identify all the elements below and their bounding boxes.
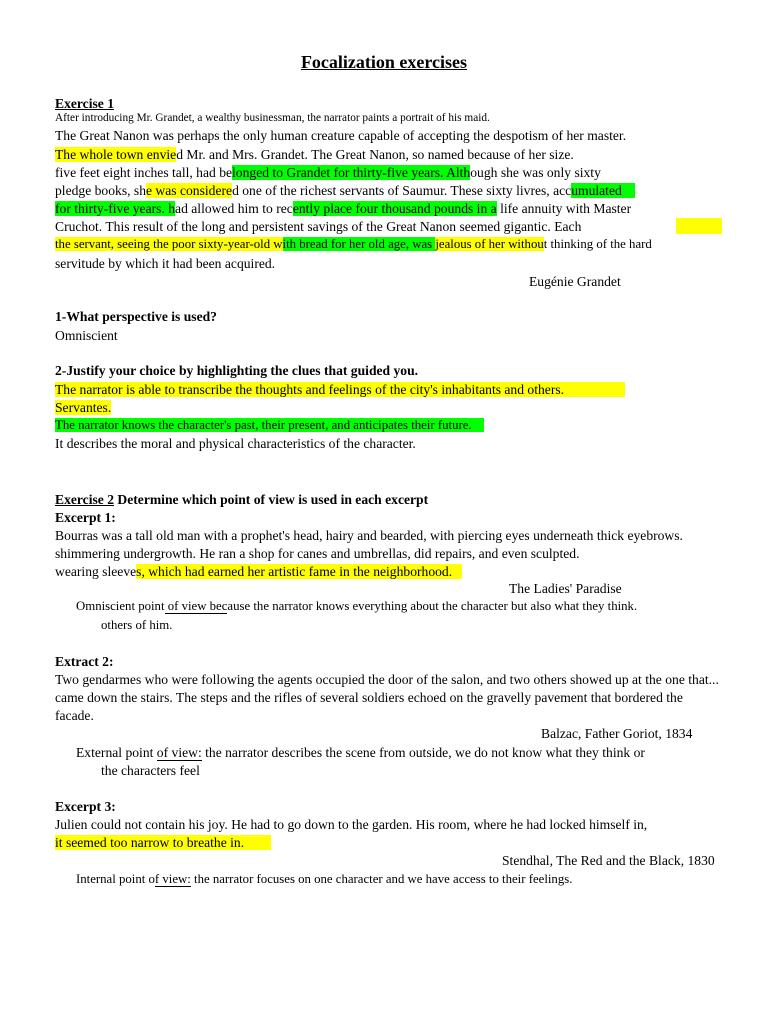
text-span: d Mr. and Mrs. Grandet. The Great Nanon, so named because of her size. bbox=[176, 147, 574, 162]
highlight-yellow-pad bbox=[244, 835, 271, 850]
text-span: five feet eight inches tall, had be bbox=[55, 165, 233, 180]
ex1-text-line-7 bbox=[55, 236, 652, 253]
excerpt-3-title: Excerpt 3: bbox=[55, 799, 116, 814]
highlight-yellow: Servantes. bbox=[55, 400, 112, 415]
excerpt-1-source: The Ladies' Paradise bbox=[509, 581, 622, 596]
extract-2-answer-line-2: the characters feel bbox=[101, 763, 200, 778]
excerpt-1-line-2: shimmering undergrowth. He ran a shop for canes and umbrellas, did repairs, and even sculpted. bbox=[55, 546, 580, 561]
extract-2-line-2: came down the stairs. The steps and the rifles of several soldiers echoed on the gravelly pavement that bordered the bbox=[55, 690, 683, 705]
page-title: Focalization exercises bbox=[300, 52, 468, 72]
extract-2-line-1: Two gendarmes who were following the agents occupied the door of the salon, and two others showed up at the one that... bbox=[55, 672, 719, 687]
underlined-text: f view: bbox=[154, 872, 191, 886]
highlight-green-pad bbox=[622, 183, 636, 198]
text-span: Internal point o bbox=[76, 872, 155, 886]
highlight-yellow: e was considere bbox=[146, 183, 233, 198]
excerpt-1-line-1: Bourras was a tall old man with a prophet's head, hairy and bearded, with piercing eyes underneath thick eyebrows. bbox=[55, 528, 683, 543]
highlight-green-pad bbox=[472, 418, 485, 432]
ex1-source: Eugénie Grandet bbox=[529, 274, 621, 289]
highlight-green: umulated bbox=[571, 183, 622, 198]
highlight-yellow: The narrator is able to transcribe the thoughts and feelings of the city's inhabitants and others. bbox=[55, 382, 565, 397]
excerpt-3-line-2 bbox=[55, 834, 271, 851]
answer-2-line-1 bbox=[55, 381, 625, 398]
extract-2-source: Balzac, Father Goriot, 1834 bbox=[541, 726, 693, 741]
exercise-2-label: Exercise 2 bbox=[55, 492, 115, 507]
excerpt-1-answer-line-2: others of him. bbox=[101, 618, 173, 632]
excerpt-1-answer-line-1 bbox=[76, 598, 637, 615]
exercise-1-intro: After introducing Mr. Grandet, a wealthy businessman, the narrator paints a portrait of his maid. bbox=[55, 112, 490, 124]
text-span: d one of the richest servants of Saumur. These sixty livres, acc bbox=[232, 183, 572, 198]
highlight-yellow: The whole town envie bbox=[55, 147, 177, 162]
answer-2-line-3 bbox=[55, 417, 484, 434]
exercise-2-heading bbox=[55, 491, 428, 509]
text-span: ad allowed him to rec bbox=[175, 201, 293, 216]
question-2: 2-Justify your choice by highlighting the clues that guided you. bbox=[55, 363, 419, 378]
question-1: 1-What perspective is used? bbox=[55, 309, 217, 324]
excerpt-3-source: Stendhal, The Red and the Black, 1830 bbox=[502, 853, 715, 868]
extract-2-title: Extract 2: bbox=[55, 654, 114, 669]
underlined-text: of view bec bbox=[164, 599, 228, 613]
text-span: Cruchot. This result of the long and persistent savings of the Great Nanon seemed gigantic. Each bbox=[55, 219, 582, 234]
ex1-text-line-1: The Great Nanon was perhaps the only human creature capable of accepting the despotism of her master. bbox=[55, 128, 627, 143]
ex1-text-line-5 bbox=[55, 200, 631, 217]
answer-2-line-2 bbox=[55, 399, 111, 416]
ex1-text-line-3 bbox=[55, 164, 601, 181]
highlight-green: The narrator knows the character's past, their present, and anticipates their future. bbox=[55, 418, 472, 432]
text-span: the narrator describes the scene from outside, we do not know what they think or bbox=[201, 745, 645, 760]
excerpt-3-line-1: Julien could not contain his joy. He had to go down to the garden. His room, where he had locked himself in, bbox=[55, 817, 648, 832]
highlight-green: ith bread for her old age, was bbox=[282, 237, 436, 251]
text-span: wearing sleeve bbox=[55, 564, 137, 579]
highlight-green: for thirty-five years. h bbox=[55, 201, 176, 216]
excerpt-1-line-3 bbox=[55, 563, 462, 580]
highlight-green: longed to Grandet for thirty-five years. Alth bbox=[232, 165, 471, 180]
ex1-text-line-4 bbox=[55, 182, 635, 199]
highlight-green: ently place four thousand pounds in a bbox=[292, 201, 497, 216]
highlight-yellow: it seemed too narrow to breathe in. bbox=[55, 835, 245, 850]
underlined-text: of view: bbox=[156, 745, 202, 760]
answer-1: Omniscient bbox=[55, 328, 118, 343]
text-span: ough she was only sixty bbox=[470, 165, 601, 180]
text-span: pledge books, sh bbox=[55, 183, 146, 198]
ex1-text-line-2 bbox=[55, 146, 574, 163]
highlight-yellow-pad bbox=[452, 564, 462, 579]
highlight-yellow: s, which had earned her artistic fame in the neighborhood. bbox=[136, 564, 453, 579]
highlight-yellow-block bbox=[676, 218, 722, 234]
text-span: life annuity with Master bbox=[496, 201, 632, 216]
text-span: Omniscient point bbox=[76, 599, 165, 613]
text-span: t thinking of the hard bbox=[543, 237, 652, 251]
exercise-1-heading: Exercise 1 bbox=[55, 96, 115, 111]
extract-2-answer-line-1 bbox=[76, 744, 645, 762]
text-span: External point bbox=[76, 745, 157, 760]
highlight-yellow: jealous of her withou bbox=[435, 237, 544, 251]
exercise-2-instruction: Determine which point of view is used in each excerpt bbox=[114, 492, 429, 507]
text-span: the narrator focuses on one character and we have access to their feelings. bbox=[190, 872, 573, 886]
highlight-yellow: the servant, seeing the poor sixty-year-old w bbox=[55, 237, 283, 251]
extract-2-line-3: facade. bbox=[55, 708, 94, 723]
answer-2-line-4: It describes the moral and physical characteristics of the character. bbox=[55, 436, 416, 451]
ex1-text-line-6 bbox=[55, 218, 581, 235]
excerpt-1-title: Excerpt 1: bbox=[55, 510, 116, 525]
excerpt-3-answer-line-1 bbox=[76, 871, 572, 888]
highlight-yellow-pad bbox=[564, 382, 625, 397]
text-span: ause the narrator knows everything about the character but also what they think. bbox=[227, 599, 638, 613]
ex1-text-line-8: servitude by which it had been acquired. bbox=[55, 256, 276, 271]
